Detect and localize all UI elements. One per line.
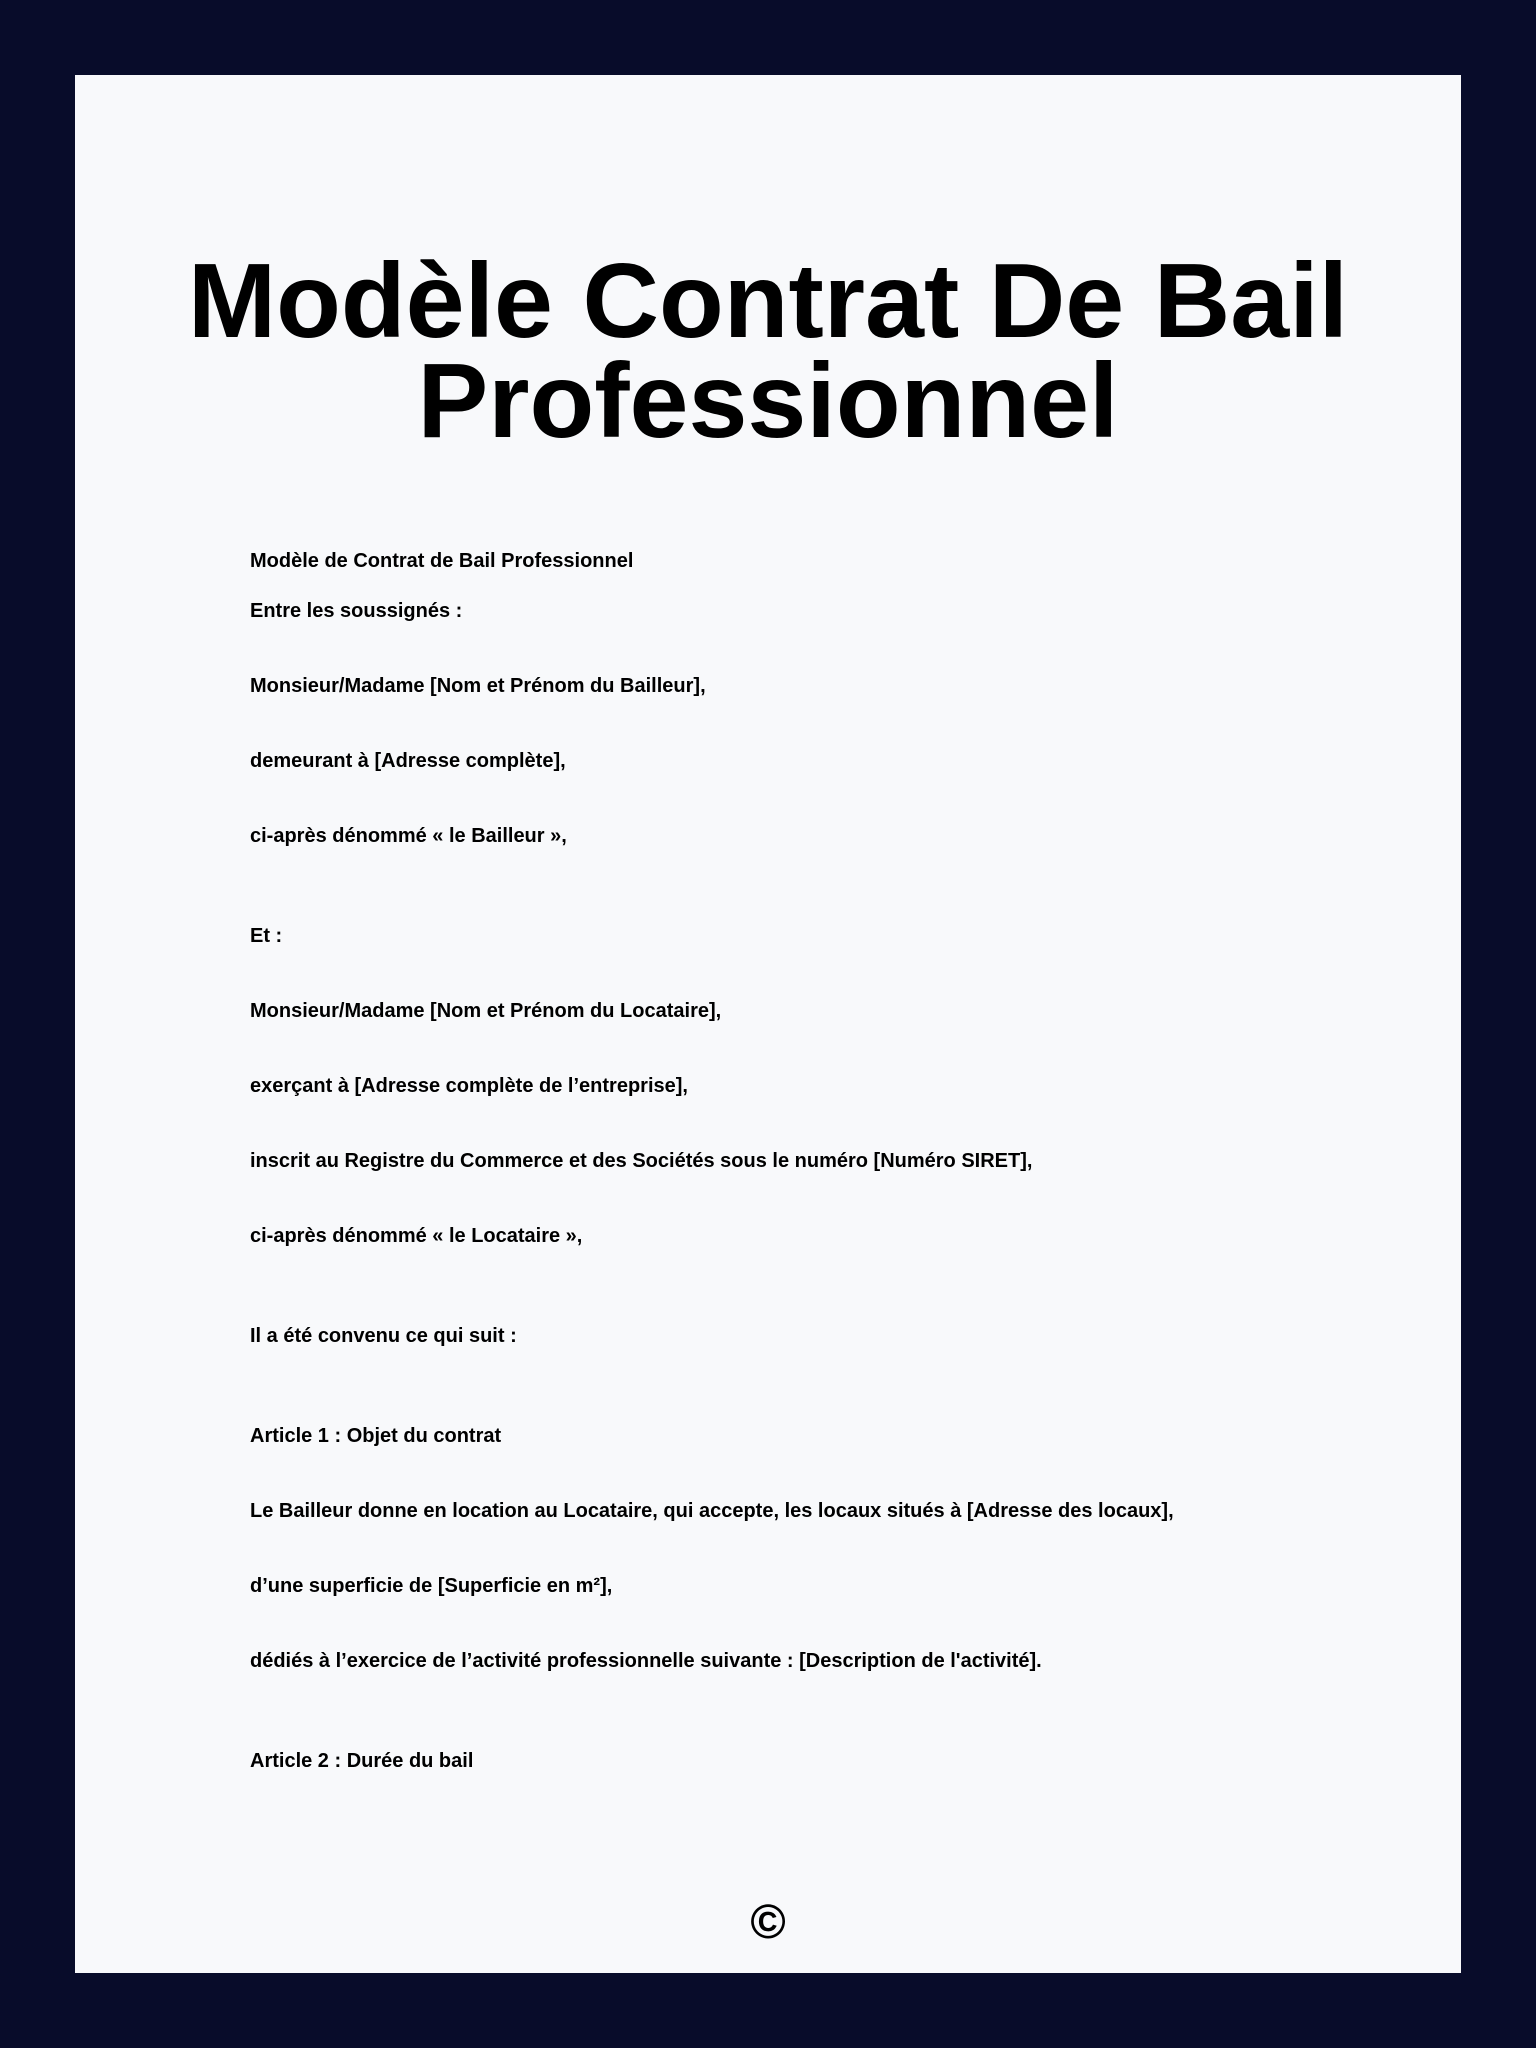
agreement-line: Il a été convenu ce qui suit : — [250, 1325, 517, 1347]
and-line: Et : — [250, 925, 283, 947]
parties-intro: Entre les soussignés : — [250, 600, 463, 622]
lessor-address-line: demeurant à [Adresse complète], — [250, 750, 566, 772]
title-line-1: Modèle Contrat De Bail — [187, 242, 1349, 360]
document-page — [75, 75, 1461, 1973]
copyright-icon: © — [750, 1896, 786, 1949]
article-1-text-2: d’une superficie de [Superficie en m²], — [250, 1575, 613, 1597]
title-line-2: Professionnel — [417, 342, 1119, 460]
article-1-text-1: Le Bailleur donne en location au Locataire, qui accepte, les locaux situés à [Adresse des locaux], — [250, 1500, 1174, 1522]
lessor-designation-line: ci-après dénommé « le Bailleur », — [250, 825, 567, 847]
article-2-heading: Article 2 : Durée du bail — [250, 1750, 474, 1772]
lessor-name-line: Monsieur/Madame [Nom et Prénom du Bailleur], — [250, 675, 706, 697]
tenant-registry-line: inscrit au Registre du Commerce et des Sociétés sous le numéro [Numéro SIRET], — [250, 1150, 1033, 1172]
article-1-heading: Article 1 : Objet du contrat — [250, 1425, 502, 1447]
tenant-address-line: exerçant à [Adresse complète de l’entreprise], — [250, 1075, 688, 1097]
document-subtitle: Modèle de Contrat de Bail Professionnel — [250, 550, 634, 572]
tenant-name-line: Monsieur/Madame [Nom et Prénom du Locataire], — [250, 1000, 722, 1022]
document-title — [75, 242, 1461, 460]
tenant-designation-line: ci-après dénommé « le Locataire », — [250, 1225, 583, 1247]
article-1-text-3: dédiés à l’exercice de l’activité professionnelle suivante : [Description de l'activité]. — [250, 1650, 1042, 1672]
